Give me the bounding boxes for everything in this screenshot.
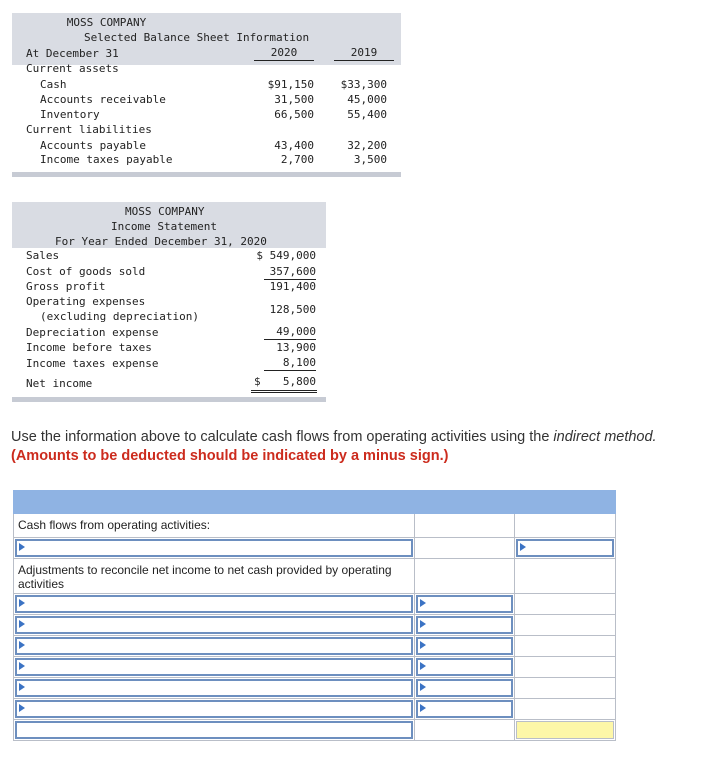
adjustment-amount-input-6[interactable] xyxy=(416,700,513,718)
balance-sheet-company: MOSS COMPANY xyxy=(66,16,147,29)
answer-table-header xyxy=(14,491,616,514)
adjustment-desc-input-1[interactable] xyxy=(15,595,413,613)
dropdown-arrow-icon xyxy=(19,620,25,628)
adjustment-row-2 xyxy=(14,615,616,636)
inventory-label: Inventory xyxy=(40,108,100,121)
dropdown-arrow-icon xyxy=(19,683,25,691)
total-row xyxy=(14,720,616,741)
instructions xyxy=(11,428,726,466)
section-label: Cash flows from operating activities: xyxy=(18,518,211,532)
gross-profit-label: Gross profit xyxy=(26,280,106,293)
cash-label: Cash xyxy=(40,78,67,91)
adjustments-label: Adjustments to reconcile net income to net cash provided by operating activities xyxy=(18,563,392,591)
adjustment-row-4 xyxy=(14,657,616,678)
inventory-2020: 66,500 xyxy=(274,108,314,121)
sales-value: $ 549,000 xyxy=(256,249,316,262)
adjustment-amount-input-5[interactable] xyxy=(416,679,513,697)
ap-2019: 32,200 xyxy=(347,139,387,152)
dropdown-arrow-icon xyxy=(420,704,426,712)
dropdown-arrow-icon xyxy=(19,662,25,670)
net-income-row xyxy=(14,538,616,559)
opex-value: 128,500 xyxy=(269,303,316,316)
ar-2020: 31,500 xyxy=(274,93,314,106)
adjustment-row-6 xyxy=(14,699,616,720)
ap-label: Accounts payable xyxy=(40,139,146,152)
balance-sheet-col-2019: 2019 xyxy=(334,45,394,61)
cogs-label: Cost of goods sold xyxy=(26,265,146,278)
dropdown-arrow-icon xyxy=(420,641,426,649)
itp-label: Income taxes payable xyxy=(40,153,173,166)
total-desc-input[interactable] xyxy=(15,721,413,739)
net-income-amount-input[interactable] xyxy=(516,539,614,557)
instructions-text: Use the information above to calculate cash flows from operating activities using the xyxy=(11,429,554,445)
sales-label: Sales xyxy=(26,249,60,262)
adjustment-row-1 xyxy=(14,594,616,615)
adjustment-amount-input-1[interactable] xyxy=(416,595,513,613)
opex-sub-label: (excluding depreciation) xyxy=(40,310,199,323)
net-income-label: Net income xyxy=(26,377,93,390)
income-statement-company: MOSS COMPANY xyxy=(125,205,205,218)
current-assets-label: Current assets xyxy=(26,62,119,75)
adjustment-row-5 xyxy=(14,678,616,699)
adjustment-row-3 xyxy=(14,636,616,657)
income-statement-bottom-bar xyxy=(12,397,326,402)
dropdown-arrow-icon xyxy=(19,599,25,607)
instructions-italic: indirect method. xyxy=(553,429,657,445)
dropdown-arrow-icon xyxy=(19,641,25,649)
section-row xyxy=(14,514,616,538)
depreciation-value: 49,000 xyxy=(264,324,316,340)
income-taxes-value: 8,100 xyxy=(264,355,316,371)
income-before-taxes-label: Income before taxes xyxy=(26,341,152,354)
ar-label: Accounts receivable xyxy=(40,93,166,106)
adjustment-desc-input-5[interactable] xyxy=(15,679,413,697)
net-income-value: 5,800 xyxy=(282,375,316,388)
adjustment-amount-input-4[interactable] xyxy=(416,658,513,676)
ar-2019: 45,000 xyxy=(347,93,387,106)
balance-sheet-title: Selected Balance Sheet Information xyxy=(84,31,310,44)
income-taxes-label: Income taxes expense xyxy=(26,357,159,370)
cogs-value: 357,600 xyxy=(264,264,316,280)
adjustment-desc-input-2[interactable] xyxy=(15,616,413,634)
dropdown-arrow-icon xyxy=(19,543,25,551)
income-before-taxes-value: 13,900 xyxy=(276,341,316,354)
gross-profit-value: 191,400 xyxy=(269,280,316,293)
itp-2019: 3,500 xyxy=(353,153,387,166)
balance-sheet-date-label: At December 31 xyxy=(26,47,119,60)
total-amount-input[interactable] xyxy=(516,721,614,739)
itp-2020: 2,700 xyxy=(280,153,314,166)
adjustment-amount-input-2[interactable] xyxy=(416,616,513,634)
answer-table xyxy=(13,490,616,741)
ap-2020: 43,400 xyxy=(274,139,314,152)
dropdown-arrow-icon xyxy=(420,683,426,691)
income-statement-title: Income Statement xyxy=(111,220,217,233)
adjustment-amount-input-3[interactable] xyxy=(416,637,513,655)
net-income-desc-input[interactable] xyxy=(15,539,413,557)
opex-label: Operating expenses xyxy=(26,295,146,308)
income-statement-period: For Year Ended December 31, 2020 xyxy=(55,235,267,248)
balance-sheet-bottom-bar xyxy=(12,172,401,177)
net-income-dollar: $ xyxy=(254,375,261,388)
dropdown-arrow-icon xyxy=(19,704,25,712)
current-liabilities-label: Current liabilities xyxy=(26,123,152,136)
adjustment-desc-input-4[interactable] xyxy=(15,658,413,676)
dropdown-arrow-icon xyxy=(420,662,426,670)
cash-2019: $33,300 xyxy=(340,78,387,91)
inventory-2019: 55,400 xyxy=(347,108,387,121)
dropdown-arrow-icon xyxy=(420,620,426,628)
cash-2020: $91,150 xyxy=(267,78,314,91)
dropdown-arrow-icon xyxy=(420,599,426,607)
depreciation-label: Depreciation expense xyxy=(26,326,159,339)
instructions-note: (Amounts to be deducted should be indicated by a minus sign.) xyxy=(11,448,449,464)
dropdown-arrow-icon xyxy=(520,543,526,551)
adjustment-desc-input-6[interactable] xyxy=(15,700,413,718)
balance-sheet-col-2020: 2020 xyxy=(254,45,314,61)
adjustments-header-row xyxy=(14,559,616,594)
adjustment-desc-input-3[interactable] xyxy=(15,637,413,655)
